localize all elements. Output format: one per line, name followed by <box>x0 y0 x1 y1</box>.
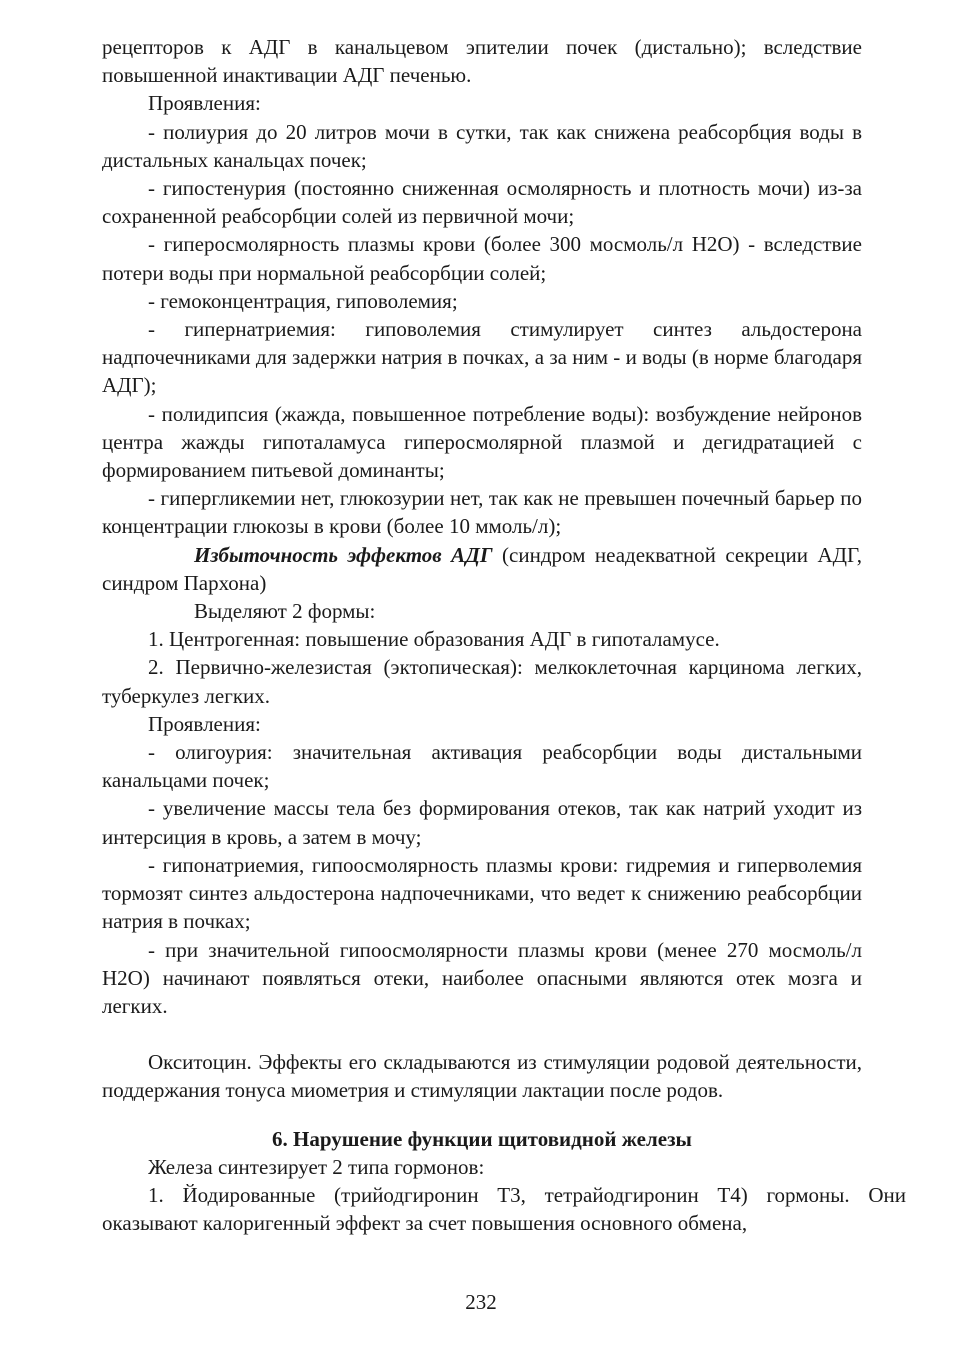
paragraph: Железа синтезирует 2 типа гормонов: <box>148 1154 485 1179</box>
numbered-item: 1. Йодированные (трийодгиронин Т3, тетрайодгиронин Т4) гормоны. Они оказывают калоригенный эффект за счет повышения основного обмена, <box>102 1182 906 1236</box>
numbered-item: 2. Первично-железистая (эктопическая): мелкоклеточная карцинома легких, туберкулез легких. <box>102 655 862 708</box>
spacer <box>102 1020 862 1048</box>
list-item: - гипергликемии нет, глюкозурии нет, так как не превышен почечный барьер по концентрации глюкозы в крови (более 10 ммоль/л); <box>102 486 862 539</box>
paragraph-oxytocin: Окситоцин. Эффекты его складываются из стимуляции родовой деятельности, поддержания тонуса миометрия и стимуляции лактации после родов. <box>102 1050 862 1103</box>
list-item: - гипонатриемия, гипоосмолярность плазмы крови: гидремия и гиперволемия тормозят синтез альдостерона надпочечниками, что ведет к снижению реабсорбции натрия в почках; <box>102 852 862 934</box>
list-item: - при значительной гипоосмолярности плазмы крови (менее 270 мосмоль/л H2O) начинают появляться отеки, наиболее опасными являются отек мозга и легких. <box>102 937 862 1018</box>
list-item: - полиурия до 20 литров мочи в сутки, так как снижена реабсорбция воды в дистальных канальцах почек; <box>102 119 862 172</box>
list-item: - гипостенурия (постоянно сниженная осмолярность и плотность мочи) из-за сохраненной реабсорбции солей из первичной мочи; <box>102 176 862 229</box>
subheading-adh-excess: Избыточность эффектов АДГ <box>194 542 493 567</box>
subheading-rest: (синдром неадекватной секреции АДГ, синдром Пархона) <box>102 542 862 595</box>
section-title: 6. Нарушение функции щитовидной железы <box>272 1126 692 1151</box>
paragraph: Выделяют 2 формы: <box>194 599 376 624</box>
page-number: 232 <box>465 1290 497 1314</box>
list-item: - гиперосмолярность плазмы крови (более 300 мосмоль/л H2O) - вследствие потери воды при нормальной реабсорбции солей; <box>102 232 862 285</box>
list-item: - увеличение массы тела без формирования отеков, так как натрий уходит из интерсиция в кровь, а затем в мочу; <box>102 796 862 849</box>
numbered-item: 1. Центрогенная: повышение образования АДГ в гипоталамусе. <box>148 627 720 652</box>
paragraph-manifestations-label: Проявления: <box>148 91 261 116</box>
list-item: - полидипсия (жажда, повышенное потребление воды): возбуждение нейронов центра жажды гипоталамуса гиперосмолярной плазмой и дегидратацией с формированием питьевой доминанты; <box>102 401 862 483</box>
subheading-paragraph <box>102 541 862 597</box>
paragraph-manifestations-label: Проявления: <box>148 711 261 736</box>
paragraph: рецепторов к АДГ в канальцевом эпителии почек (дистально); вследствие повышенной инактивации АДГ печенью. <box>102 35 862 88</box>
list-item: - гипернатриемия: гиповолемия стимулирует синтез альдостерона надпочечниками для задержки натрия в почках, а за ним - и воды (в норме благодаря АДГ); <box>102 317 862 398</box>
list-item: - олигоурия: значительная активация реабсорбции воды дистальными канальцами почек; <box>102 740 862 793</box>
list-item: - гемоконцентрация, гиповолемия; <box>148 288 458 313</box>
page-text <box>102 33 906 1237</box>
